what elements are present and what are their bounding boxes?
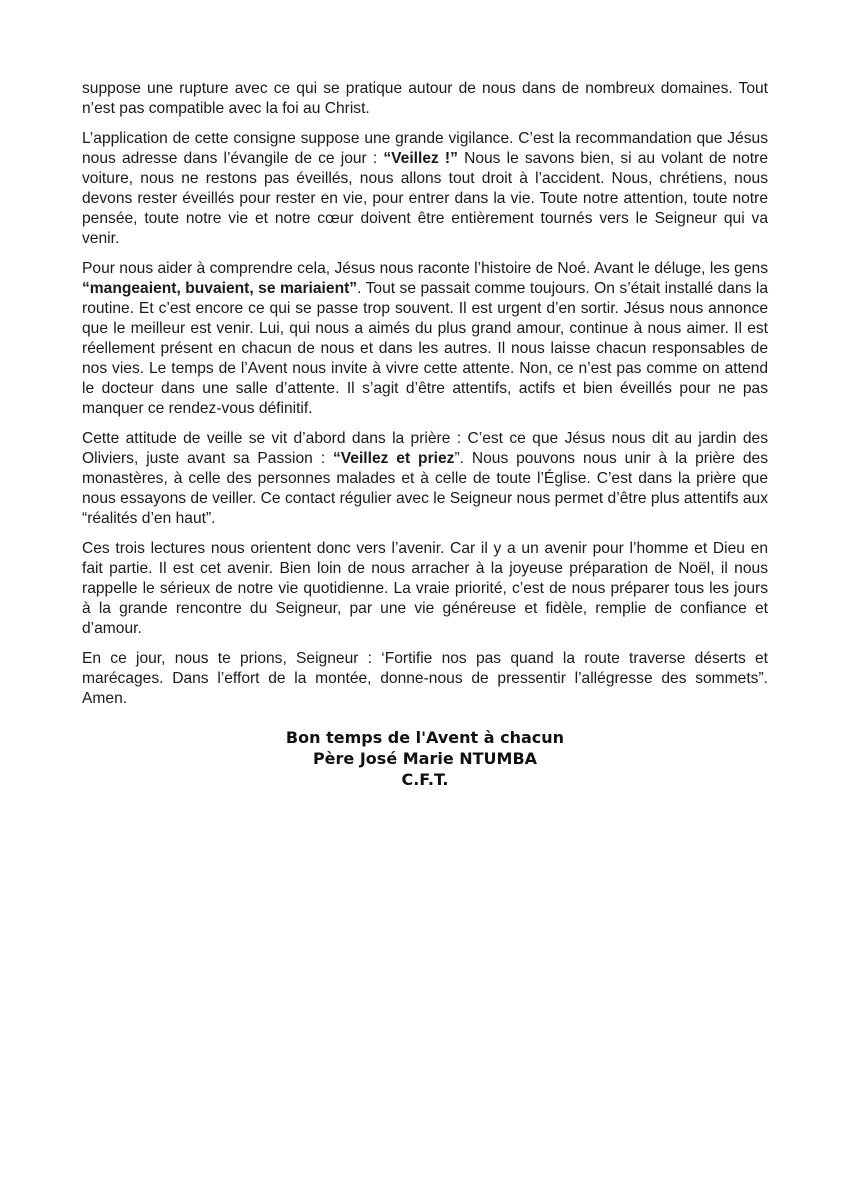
paragraph-text: L’application de cette consigne suppose une grande vigilance. C’est la recommandation que Jésus nous adresse dans l’évangile de ce jour : (82, 130, 768, 167)
emphasis-quote: “Veillez et priez (332, 450, 455, 467)
paragraph-text: En ce jour, nous te prions, Seigneur : ‘Fortifie nos pas quand la route traverse déserts et marécages. Dans l’effort de la montée, donne-nous de pressentir l’allégresse des sommets”. Amen. (82, 650, 768, 707)
paragraph-text: suppose une rupture avec ce qui se pratique autour de nous dans de nombreux domaines. Tout n’est pas compatible avec la foi au Christ. (82, 80, 768, 117)
emphasis-quote: “Veillez !” (383, 150, 458, 167)
signature-author: Père José Marie NTUMBA (312, 749, 538, 768)
signature-order: C.F.T. (401, 770, 449, 789)
signature-block (82, 727, 768, 790)
paragraph (82, 539, 768, 639)
emphasis-quote: “mangeaient, buvaient, se mariaient” (82, 280, 358, 297)
body-text (82, 79, 768, 709)
paragraph-text: Cette attitude de veille se vit d’abord dans la prière : C’est ce que Jésus nous dit au jardin des Oliviers, juste avant sa Passion : (82, 430, 768, 467)
paragraph-text: . Tout se passait comme toujours. On s’était installé dans la routine. Et c’est encore ce qui se passe trop souvent. Il est urgent d’en sortir. Jésus nous annonce que le meilleur est venir. Lui, qui nous a aimés du plus grand amour, continue à nous aimer. Il est réellement présent en chacun de nous et dans les autres. Il nous laisse chacun responsables de nos vies. Le temps de l’Avent nous invite à vivre cette attente. Non, ce n’est pas comme on attend le docteur dans une salle d’attente. Il s’agit d’être attentifs, actifs et bien éveillés pour ne pas manquer ce rendez-vous définitif. (82, 280, 769, 417)
signature-greeting: Bon temps de l'Avent à chacun (285, 728, 565, 747)
paragraph-text: Nous le savons bien, si au volant de notre voiture, nous ne restons pas éveillés, nous allons tout droit à l’accident. Nous, chrétiens, nous devons rester éveillés pour rester en vie, pour entrer dans la vie. Toute notre attention, toute notre pensée, toute notre vie et notre cœur doivent être entièrement tournés vers le Seigneur qui va venir. (82, 150, 768, 247)
paragraph (82, 79, 768, 119)
paragraph-text: Pour nous aider à comprendre cela, Jésus nous raconte l’histoire de Noé. Avant le déluge, les gens (82, 260, 768, 277)
paragraph (82, 129, 768, 249)
paragraph-text: Ces trois lectures nous orientent donc vers l’avenir. Car il y a un avenir pour l’homme et Dieu en fait partie. Il est cet avenir. Bien loin de nous arracher à la joyeuse préparation de Noël, il nous rappelle le sérieux de notre vie quotidienne. La vraie priorité, c’est de nous préparer tous les jours à la grande rencontre du Seigneur, par une vie généreuse et fidèle, remplie de confiance et d’amour. (82, 540, 768, 637)
document-page (82, 79, 768, 790)
paragraph-text: ”. Nous pouvons nous unir à la prière des monastères, à celle des personnes malades et à celle de toute l’Église. C’est dans la prière que nous essayons de veiller. Ce contact régulier avec le Seigneur nous permet d’être plus attentifs aux “réalités d’en haut”. (82, 450, 768, 527)
paragraph (82, 259, 768, 419)
paragraph (82, 649, 768, 709)
paragraph (82, 429, 768, 529)
